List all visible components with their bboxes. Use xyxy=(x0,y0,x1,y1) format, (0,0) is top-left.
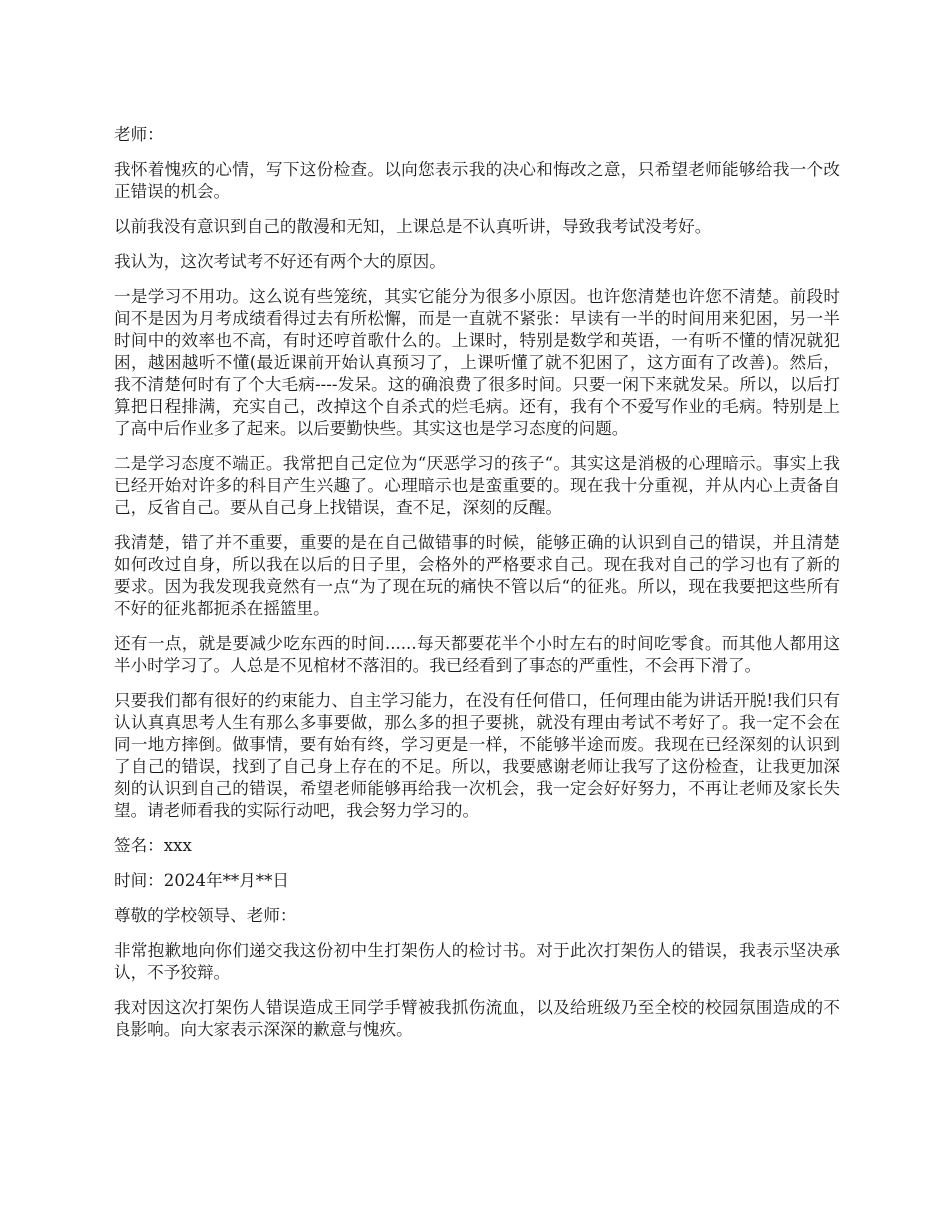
body-paragraph: 一是学习不用功。这么说有些笼统，其实它能分为很多小原因。也许您清楚也许您不清楚。前段时间不是因为月考成绩看得过去有所松懈，而是一直就不紧张：早读有一半的时间用来犯困，另一半时间中的效率也不高，有时还哼首歌什么的。上课时，特别是数学和英语，一有听不懂的情况就犯困，越困越听不懂(最近课前开始认真预习了，上课听懂了就不犯困了，这方面有了改善)。然后，我不清楚何时有了个大毛病----发呆。这的确浪费了很多时间。只要一闲下来就发呆。所以，以后打算把日程排满，充实自己，改掉这个自杀式的烂毛病。还有，我有个不爱写作业的毛病。特别是上了高中后作业多了起来。以后要勤快些。其实这也是学习态度的问题。 xyxy=(114,287,840,438)
date-line: 时间：2024年**月**日 xyxy=(114,871,289,890)
body-paragraph: 非常抱歉地向你们递交我这份初中生打架伤人的检讨书。对于此次打架伤人的错误，我表示坚决承认，不予狡辩。 xyxy=(114,941,840,982)
body-paragraph: 我清楚，错了并不重要，重要的是在自己做错事的时候，能够正确的认识到自己的错误，并且清楚如何改过自身，所以我在以后的日子里，会格外的严格要求自己。现在我对自己的学习也有了新的要求。因为我发现我竟然有一点“为了现在玩的痛快不管以后“的征兆。所以，现在我要把这些所有不好的征兆都扼杀在摇篮里。 xyxy=(114,533,840,618)
body-paragraph: 我对因这次打架伤人错误造成王同学手臂被我抓伤流血，以及给班级乃至全校的校园氛围造成的不良影响。向大家表示深深的歉意与愧疚。 xyxy=(114,998,840,1039)
signature-line: 签名：xxx xyxy=(114,836,192,855)
body-paragraph: 还有一点，就是要减少吃东西的时间......每天都要花半个小时左右的时间吃零食。而其他人都用这半小时学习了。人总是不见棺材不落泪的。我已经看到了事态的严重性，不会再下滑了。 xyxy=(114,634,840,675)
body-paragraph: 我怀着愧疚的心情，写下这份检查。以向您表示我的决心和悔改之意，只希望老师能够给我一个改正错误的机会。 xyxy=(114,160,840,201)
body-paragraph: 以前我没有意识到自己的散漫和无知，上课总是不认真听讲，导致我考试没考好。 xyxy=(114,217,712,236)
body-paragraph: 只要我们都有很好的约束能力、自主学习能力，在没有任何借口，任何理由能为讲话开脱!我们只有认认真真思考人生有那么多事要做，那么多的担子要挑，就没有理由考试不考好了。我一定不会在同一地方摔倒。做事情，要有始有终，学习更是一样，不能够半途而废。我现在已经深刻的认识到了自己的错误，找到了自己身上存在的不足。所以，我要感谢老师让我写了这份检查，让我更加深刻的认识到自己的错误，希望老师能够再给我一次机会，我一定会好好努力，不再让老师及家长失望。请老师看我的实际行动吧，我会努力学习的。 xyxy=(114,691,840,820)
body-paragraph: 二是学习态度不端正。我常把自己定位为“厌恶学习的孩子“。其实这是消极的心理暗示。事实上我已经开始对许多的科目产生兴趣了。心理暗示也是蛮重要的。现在我十分重视，并从内心上责备自己，反省自己。要从自己身上找错误，查不足，深刻的反醒。 xyxy=(114,454,840,517)
second-salutation: 尊敬的学校领导、老师： xyxy=(114,906,297,925)
body-paragraph: 我认为，这次考试考不好还有两个大的原因。 xyxy=(114,252,446,271)
salutation: 老师： xyxy=(114,125,164,144)
